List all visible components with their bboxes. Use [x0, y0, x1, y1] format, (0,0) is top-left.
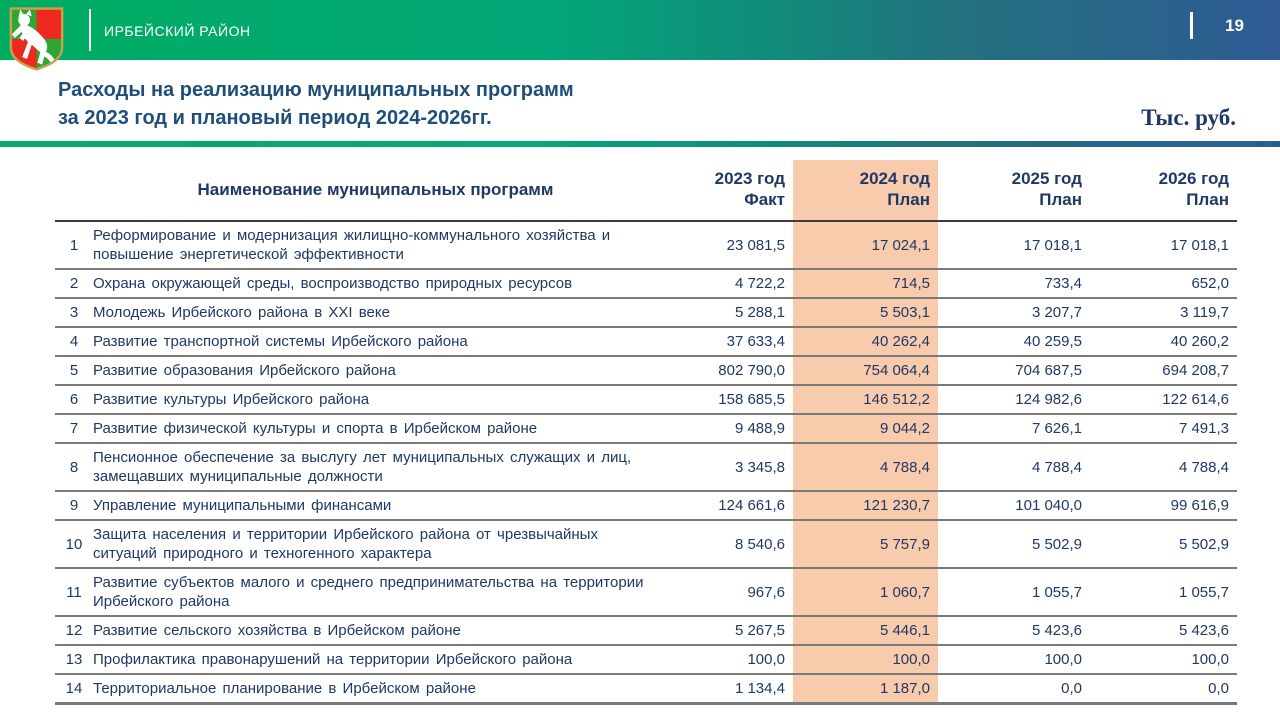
program-name-cell: Реформирование и модернизация жилищно-коммунального хозяйства и повышение энергетической эффективности — [93, 227, 611, 263]
value-2026-cell: 40 260,2 — [1170, 333, 1229, 350]
table-row — [55, 298, 1237, 327]
expense-table — [55, 160, 1237, 705]
value-2026-cell: 7 491,3 — [1178, 420, 1229, 437]
value-2023-cell: 124 661,6 — [718, 497, 785, 514]
table-row — [55, 645, 1237, 674]
value-2023-cell: 100,0 — [747, 651, 785, 668]
value-2025-cell: 1 055,7 — [1031, 583, 1082, 601]
value-2025-cell: 5 502,9 — [1031, 535, 1082, 553]
value-2024-cell: 714,5 — [793, 269, 938, 298]
coat-of-arms-icon — [8, 5, 65, 73]
value-2026-cell: 99 616,9 — [1170, 497, 1229, 514]
value-2025-cell: 124 982,6 — [1015, 391, 1082, 408]
value-2026-cell: 0,0 — [1208, 680, 1229, 697]
value-2026-cell: 694 208,7 — [1162, 362, 1229, 379]
program-name-cell: Развитие физической культуры и спорта в Ирбейском районе — [93, 420, 538, 437]
value-2026-cell: 3 119,7 — [1180, 304, 1229, 321]
value-2023-cell: 5 267,5 — [734, 622, 785, 639]
program-name-cell: Развитие транспортной системы Ирбейского района — [93, 333, 468, 350]
value-2026-cell: 652,0 — [1191, 275, 1229, 292]
value-2026-cell: 5 423,6 — [1178, 622, 1229, 639]
value-2026-cell: 5 502,9 — [1178, 535, 1229, 553]
value-2025-cell: 0,0 — [1061, 680, 1082, 697]
table-row — [55, 491, 1237, 520]
value-2026-cell: 17 018,1 — [1170, 236, 1229, 254]
header-2026-cell: 2026 год План — [1158, 169, 1229, 209]
row-number-cell: 4 — [69, 333, 79, 350]
header-2024-cell: 2024 год План — [793, 160, 938, 221]
value-2025-cell: 733,4 — [1044, 275, 1082, 292]
value-2025-cell: 40 259,5 — [1023, 333, 1082, 350]
value-2026-cell: 4 788,4 — [1178, 458, 1229, 476]
program-name-cell: Территориальное планирование в Ирбейском районе — [93, 680, 476, 697]
value-2024-cell: 754 064,4 — [793, 356, 938, 385]
value-2023-cell: 967,6 — [747, 583, 785, 601]
district-name: ИРБЕЙСКИЙ РАЙОН — [104, 23, 251, 39]
value-2025-cell: 101 040,0 — [1015, 497, 1082, 514]
program-name-cell: Управление муниципальными финансами — [93, 497, 392, 514]
value-2024-cell: 1 060,7 — [793, 568, 938, 616]
value-2023-cell: 9 488,9 — [734, 420, 785, 437]
value-2025-cell: 3 207,7 — [1031, 304, 1082, 321]
value-2025-cell: 17 018,1 — [1023, 236, 1082, 254]
row-number-cell: 3 — [69, 304, 79, 321]
program-name-cell: Защита населения и территории Ирбейского района от чрезвычайных ситуаций природного и техногенного характера — [93, 526, 598, 562]
table-row — [55, 520, 1237, 568]
header-bar — [0, 0, 1280, 60]
row-number-cell: 9 — [69, 497, 79, 514]
table-row — [55, 443, 1237, 491]
value-2023-cell: 23 081,5 — [726, 236, 785, 254]
value-2023-cell: 8 540,6 — [734, 535, 785, 553]
value-2024-cell: 100,0 — [793, 645, 938, 674]
header-2023-cell: 2023 год Факт — [714, 169, 785, 209]
header-num-cell — [55, 160, 93, 221]
row-number-cell: 13 — [65, 651, 83, 668]
row-number-cell: 7 — [69, 420, 79, 437]
table-row — [55, 385, 1237, 414]
table-row — [55, 674, 1237, 704]
row-number-cell: 5 — [69, 362, 79, 379]
value-2024-cell: 5 446,1 — [793, 616, 938, 645]
gradient-divider — [0, 141, 1280, 147]
value-2024-cell: 40 262,4 — [793, 327, 938, 356]
units-label: Тыс. руб. — [1141, 105, 1236, 130]
banner-divider — [89, 9, 91, 51]
value-2023-cell: 802 790,0 — [718, 362, 785, 379]
row-number-cell: 1 — [69, 236, 79, 254]
value-2024-cell: 5 757,9 — [793, 520, 938, 568]
value-2023-cell: 1 134,4 — [734, 680, 785, 697]
program-name-cell: Развитие субъектов малого и среднего предпринимательства на территории Ирбейского района — [93, 574, 644, 610]
table-header-row — [55, 160, 1237, 221]
value-2024-cell: 17 024,1 — [793, 221, 938, 269]
row-number-cell: 8 — [69, 458, 79, 476]
value-2023-cell: 37 633,4 — [726, 333, 785, 350]
value-2026-cell: 122 614,6 — [1162, 391, 1229, 408]
value-2026-cell: 100,0 — [1191, 651, 1229, 668]
program-name-cell: Развитие сельского хозяйства в Ирбейском районе — [93, 622, 461, 639]
page-number-divider — [1190, 12, 1193, 39]
table-row — [55, 269, 1237, 298]
value-2025-cell: 5 423,6 — [1031, 622, 1082, 639]
program-name-cell: Развитие образования Ирбейского района — [93, 362, 396, 379]
table-row — [55, 616, 1237, 645]
value-2024-cell: 5 503,1 — [793, 298, 938, 327]
row-number-cell: 11 — [66, 583, 82, 601]
value-2026-cell: 1 055,7 — [1178, 583, 1229, 601]
value-2024-cell: 1 187,0 — [793, 674, 938, 704]
table-row — [55, 221, 1237, 269]
program-name-cell: Профилактика правонарушений на территории Ирбейского района — [93, 651, 573, 668]
slide-title-line2: за 2023 год и плановый период 2024-2026гг. — [58, 107, 492, 129]
value-2023-cell: 3 345,8 — [734, 458, 785, 476]
page-number: 19 — [1225, 16, 1244, 35]
header-2025-cell: 2025 год План — [1011, 169, 1082, 209]
value-2025-cell: 4 788,4 — [1031, 458, 1082, 476]
program-name-cell: Молодежь Ирбейского района в XXI веке — [93, 304, 390, 321]
value-2024-cell: 146 512,2 — [793, 385, 938, 414]
value-2025-cell: 704 687,5 — [1015, 362, 1082, 379]
value-2023-cell: 4 722,2 — [734, 275, 785, 292]
program-name-cell: Развитие культуры Ирбейского района — [93, 391, 370, 408]
program-name-cell: Пенсионное обеспечение за выслугу лет муниципальных служащих и лиц, замещавших муниципальные должности — [93, 449, 632, 485]
table-body — [55, 221, 1237, 704]
value-2024-cell: 4 788,4 — [793, 443, 938, 491]
value-2025-cell: 100,0 — [1044, 651, 1082, 668]
row-number-cell: 12 — [65, 622, 83, 639]
slide-title — [58, 76, 574, 132]
value-2025-cell: 7 626,1 — [1031, 420, 1082, 437]
row-number-cell: 10 — [65, 535, 83, 553]
program-name-cell: Охрана окружающей среды, воспроизводство природных ресурсов — [93, 275, 573, 292]
header-name-cell: Наименование муниципальных программ — [197, 179, 554, 199]
table-row — [55, 414, 1237, 443]
row-number-cell: 14 — [65, 680, 83, 697]
value-2023-cell: 158 685,5 — [718, 391, 785, 408]
table-row — [55, 356, 1237, 385]
value-2024-cell: 121 230,7 — [793, 491, 938, 520]
row-number-cell: 6 — [69, 391, 79, 408]
table-row — [55, 327, 1237, 356]
row-number-cell: 2 — [69, 275, 79, 292]
table-row — [55, 568, 1237, 616]
title-row — [0, 60, 1280, 132]
value-2023-cell: 5 288,1 — [734, 304, 785, 321]
slide-title-line1: Расходы на реализацию муниципальных программ — [58, 79, 574, 101]
value-2024-cell: 9 044,2 — [793, 414, 938, 443]
